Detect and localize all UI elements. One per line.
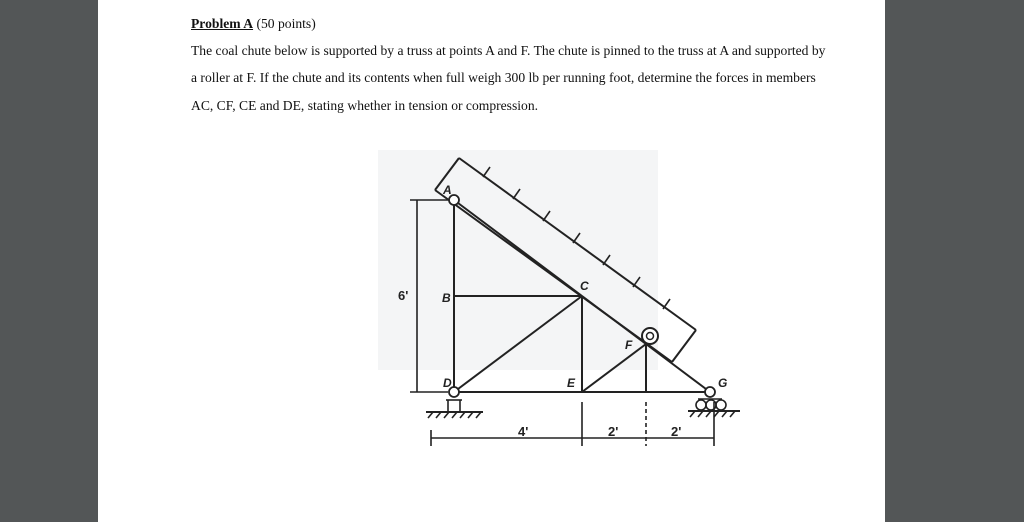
label-g: G	[718, 376, 728, 390]
label-c: C	[580, 279, 589, 293]
pin-support-d-icon	[426, 400, 483, 418]
roller-f-icon	[642, 328, 658, 344]
dim-label-height: 6'	[398, 288, 409, 303]
scan-shading	[378, 150, 658, 370]
label-a: A	[443, 183, 452, 197]
label-f: F	[625, 338, 633, 352]
problem-statement: The coal chute below is supported by a truss at points A and F. The chute is pinned to the truss at A and supported by a roller at F. If the chute and its contents when full weigh 300 lb per running foot, determine the forces in members AC, CF, CE and DE, stating whether in tension or compression.	[191, 43, 826, 113]
truss-figure	[278, 150, 728, 455]
label-b: B	[442, 291, 451, 305]
document-page	[98, 0, 885, 522]
joint-g-pin	[705, 387, 715, 397]
problem-block	[191, 10, 831, 119]
problem-heading	[191, 10, 831, 37]
problem-points: (50 points)	[256, 16, 316, 31]
dim-label-2b: 2'	[671, 424, 682, 439]
problem-title: Problem A	[191, 16, 254, 31]
label-e: E	[567, 376, 576, 390]
dim-label-2a: 2'	[608, 424, 619, 439]
dim-label-de: 4'	[518, 424, 529, 439]
truss-diagram	[278, 150, 728, 455]
label-d: D	[443, 376, 452, 390]
